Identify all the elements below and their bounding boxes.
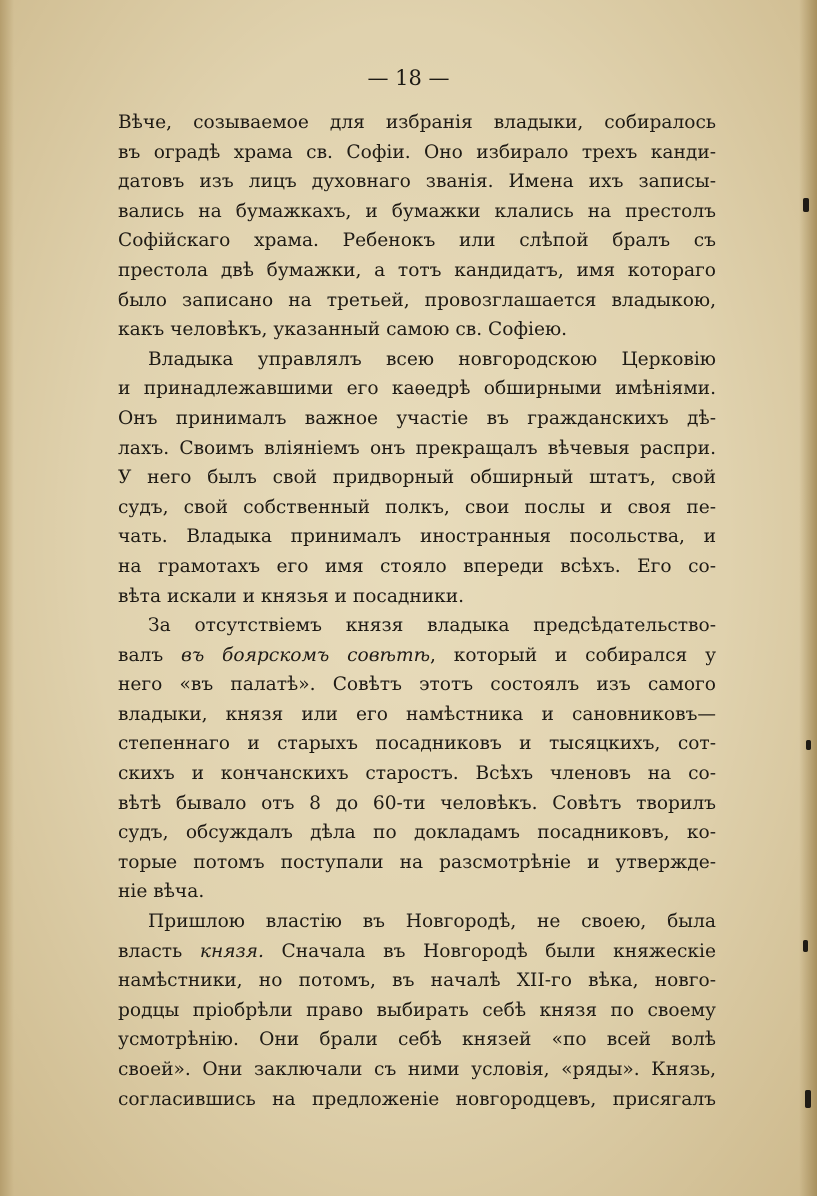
text-line-with-emphasis (118, 641, 716, 671)
text-fragment: валъ (118, 644, 182, 666)
text-line: Вѣче, созываемое для избранія владыки, собиралось (118, 112, 716, 133)
text-line: въ оградѣ храма св. Софіи. Оно избирало трехъ канди- (118, 141, 716, 163)
emphasized-term: въ боярскомъ совѣтѣ (181, 644, 430, 666)
paragraph-1 (118, 108, 716, 345)
text-line: владыки, князя или его намѣстника и сановниковъ— (118, 703, 716, 725)
ink-mark (803, 198, 809, 212)
text-line: За отсутствіемъ князя владыка предсѣдательство- (148, 615, 716, 637)
text-line: намѣстники, но потомъ, въ началѣ XII-го вѣка, новго- (118, 970, 716, 992)
ink-mark (806, 740, 811, 750)
text-line: Владыка управлялъ всею новгородскою Церковію (148, 348, 716, 370)
text-line: чать. Владыка принималъ иностранныя посольства, и (118, 526, 716, 548)
text-line: было записано на третьей, провозглашается владыкою, (118, 289, 716, 311)
text-line: и принадлежавшими его каѳедрѣ обширными имѣніями. (118, 378, 716, 400)
emphasized-term: князя. (199, 940, 264, 962)
text-line: Пришлою властію въ Новгородѣ, не своею, была (148, 911, 716, 933)
text-line: Онъ принималъ важное участіе въ гражданскихъ дѣ- (118, 407, 716, 429)
text-line: датовъ изъ лицъ духовнаго званія. Имена ихъ записы- (118, 171, 716, 193)
paragraph-2 (118, 345, 716, 611)
text-line: родцы пріобрѣли право выбирать себѣ князя по своему (118, 999, 716, 1021)
ink-mark (805, 1090, 811, 1108)
page-left-edge-shadow (0, 0, 14, 1196)
paragraph-4 (118, 907, 716, 1114)
text-line: Софійскаго храма. Ребенокъ или слѣпой бралъ съ (118, 230, 716, 252)
text-line: ніе вѣча. (118, 881, 205, 903)
text-line: У него былъ свой придворный обширный штатъ, свой (118, 467, 716, 489)
text-line: усмотрѣнію. Они брали себѣ князей «по всей волѣ (118, 1029, 716, 1051)
text-line: какъ человѣкъ, указанный самою св. Софіею. (118, 319, 568, 341)
text-line: престола двѣ бумажки, а тотъ кандидатъ, имя котораго (118, 259, 716, 281)
text-line: степеннаго и старыхъ посадниковъ и тысяцкихъ, сот- (118, 733, 716, 755)
ink-mark (803, 940, 808, 952)
text-line: торые потомъ поступали на разсмотрѣніе и утвержде- (118, 851, 716, 873)
text-line: вались на бумажкахъ, и бумажки клались на престолъ (118, 200, 716, 222)
page-right-edge-shadow (799, 0, 817, 1196)
text-fragment: власть (118, 940, 200, 962)
text-line: лахъ. Своимъ вліяніемъ онъ прекращалъ вѣчевыя распри. (118, 437, 716, 459)
page-number: — 18 — (367, 66, 450, 90)
text-fragment: Сначала въ Новгородѣ были княжескіе (263, 940, 716, 962)
text-line: вѣта искали и князья и посадники. (118, 585, 465, 607)
text-line: скихъ и кончанскихъ старостъ. Всѣхъ членовъ на со- (118, 763, 716, 785)
main-text (118, 108, 716, 1114)
text-line-with-emphasis (118, 937, 716, 967)
paragraph-3 (118, 611, 716, 907)
text-line: на грамотахъ его имя стояло впереди всѣхъ. Его со- (118, 555, 716, 577)
text-line: судъ, свой собственный полкъ, свои послы и своя пе- (118, 496, 716, 518)
text-fragment: , который и собирался у (430, 644, 717, 666)
text-line: него «въ палатѣ». Совѣтъ этотъ состоялъ изъ самого (118, 674, 716, 696)
text-line: согласившись на предложеніе новгородцевъ, присягалъ (118, 1088, 716, 1110)
text-line: судъ, обсуждалъ дѣла по докладамъ посадниковъ, ко- (118, 822, 716, 844)
text-line: своей». Они заключали съ ними условія, «ряды». Князь, (118, 1059, 716, 1080)
text-line: вѣтѣ бывало отъ 8 до 60-ти человѣкъ. Совѣтъ творилъ (118, 792, 716, 814)
